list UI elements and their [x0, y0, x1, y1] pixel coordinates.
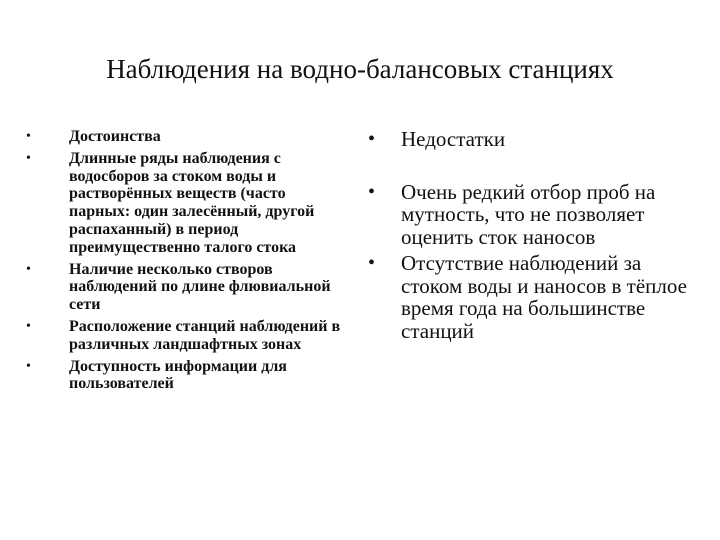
- bullet-icon: •: [368, 252, 376, 274]
- disadvantages-heading: Недостатки: [401, 127, 506, 151]
- advantage-text: Доступность информации для пользователей: [69, 357, 287, 393]
- list-item: [368, 252, 698, 342]
- bullet-icon: •: [368, 128, 376, 150]
- advantage-text: Длинные ряды наблюдения с водосборов за стоком воды и растворённых веществ (часто парных: один залесённый, другой распаханный) в период преимущественно талого стока: [69, 149, 315, 256]
- list-item: [368, 128, 698, 151]
- list-item: [26, 358, 348, 394]
- slide-title: Наблюдения на водно-балансовых станциях: [106, 54, 614, 84]
- bullet-icon: •: [26, 261, 31, 277]
- list-item: [26, 128, 348, 146]
- bullet-icon: •: [26, 129, 31, 144]
- list-item: [26, 261, 348, 314]
- advantages-column: [26, 128, 348, 397]
- disadvantage-text: Отсутствие наблюдений за стоком воды и наносов в тёплое время года на большинстве станций: [401, 251, 687, 343]
- bullet-icon: •: [368, 180, 376, 203]
- disadvantages-column: [368, 128, 698, 346]
- bullet-icon: •: [26, 150, 31, 166]
- advantage-text: Наличие несколько створов наблюдений по длине флювиальной сети: [69, 260, 331, 314]
- advantages-list: [26, 128, 348, 393]
- bullet-icon: •: [26, 358, 31, 374]
- advantage-text: Расположение станций наблюдений в различных ландшафтных зонах: [69, 317, 341, 353]
- list-item: [26, 318, 348, 354]
- list-item: [26, 150, 348, 257]
- list-item: [368, 181, 698, 249]
- advantages-heading: Достоинства: [69, 128, 161, 145]
- bullet-icon: •: [26, 318, 31, 334]
- disadvantages-list: [368, 128, 698, 342]
- disadvantage-text: Очень редкий отбор проб на мутность, что не позволяет оценить сток наносов: [401, 179, 656, 249]
